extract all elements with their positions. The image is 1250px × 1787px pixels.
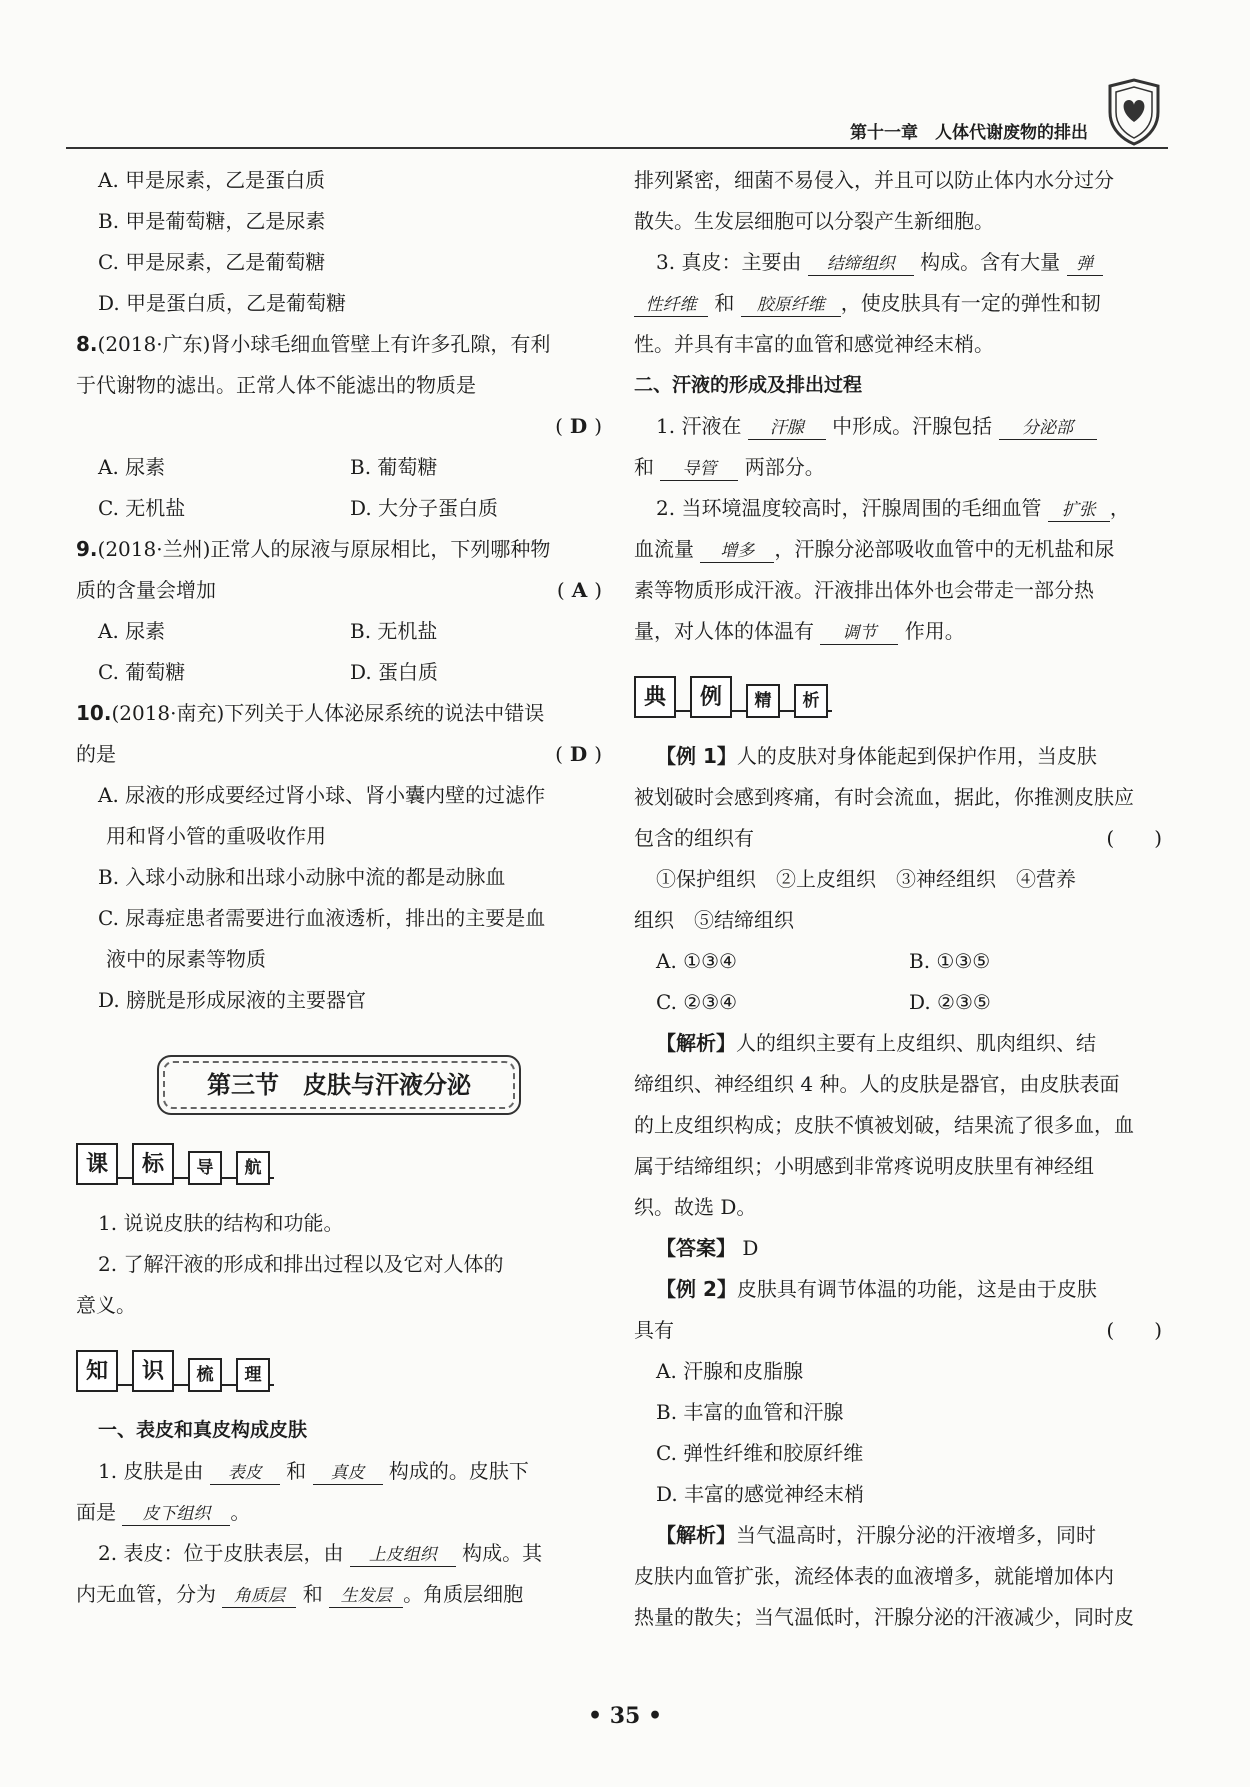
q8-answer: ( D )	[555, 414, 602, 438]
part1-title: 一、表皮和真皮构成皮肤	[98, 1419, 308, 1441]
heading-char: 标	[132, 1143, 174, 1185]
ex1-option: D. ②③⑤	[909, 990, 991, 1014]
heading-char: 航	[236, 1151, 270, 1185]
p3-text: ，使皮肤具有一定的弹性和韧	[840, 291, 1101, 315]
p1-text: 和	[286, 1459, 307, 1483]
answer-paren: ( )	[1106, 826, 1162, 850]
q8-option: C. 无机盐	[98, 496, 186, 520]
q9-stem: (2018·兰州)正常人的尿液与原尿相比，下列哪种物	[97, 537, 551, 561]
q7-option: B. 甲是葡萄糖，乙是尿素	[98, 209, 326, 233]
answer-label: 【答案】	[656, 1236, 736, 1260]
example-label: 【例 1】	[656, 744, 737, 768]
s2-text: ，汗腺分泌部吸收血管中的无机盐和尿	[774, 537, 1115, 561]
ex2-option: C. 弹性纤维和胶原纤维	[656, 1441, 864, 1465]
analysis-text: 的上皮组织构成；皮肤不慎被划破，结果流了很多血，血	[634, 1113, 1134, 1137]
goal-2: 2. 了解汗液的形成和排出过程以及它对人体的	[98, 1252, 504, 1276]
q10-stem-cont: 的是	[76, 742, 116, 766]
p2-cont: 散失。生发层细胞可以分裂产生新细胞。	[634, 209, 994, 233]
q10-stem: (2018·南充)下列关于人体泌尿系统的说法中错误	[111, 701, 545, 725]
p2-blank-germinal: 生发层	[329, 1585, 403, 1608]
analysis-text: 人的组织主要有上皮组织、肌肉组织、结	[736, 1031, 1096, 1055]
s2-text: 2. 当环境温度较高时，汗腺周围的毛细血管	[656, 496, 1042, 520]
heading-char: 课	[76, 1143, 118, 1185]
heading-char: 精	[746, 684, 780, 718]
q7-option: A. 甲是尿素，乙是蛋白质	[98, 168, 326, 192]
p2-text: 2. 表皮：位于皮肤表层，由	[98, 1541, 344, 1565]
q8-option: D. 大分子蛋白质	[350, 496, 499, 520]
kebiao-heading	[76, 1141, 602, 1185]
heading-char: 例	[690, 676, 732, 718]
chapter-title: 第十一章 人体代谢废物的排出	[850, 123, 1088, 143]
analysis-text: 缔组织、神经组织 4 种。人的皮肤是器官，由皮肤表面	[634, 1072, 1120, 1096]
q8-option: B. 葡萄糖	[350, 455, 438, 479]
question-9	[76, 529, 602, 693]
analysis-text: 织。故选 D。	[634, 1195, 757, 1219]
ex1-option: B. ①③⑤	[909, 949, 991, 973]
s2-text: 作用。	[904, 619, 965, 643]
question-10	[76, 693, 602, 1021]
example-stem: 包含的组织有	[634, 826, 754, 850]
answer-paren: ( )	[1106, 1318, 1162, 1342]
s1-text: 和	[634, 455, 654, 479]
shield-logo-icon	[1104, 78, 1164, 146]
p2-blank-stratum-corneum: 角质层	[222, 1585, 296, 1608]
s1-blank-sweat-gland: 汗腺	[748, 417, 826, 440]
q10-answer: ( D )	[555, 742, 602, 766]
example-stem: 具有	[634, 1318, 674, 1342]
p1-blank-epidermis: 表皮	[210, 1462, 280, 1485]
analysis-text: 属于结缔组织；小明感到非常疼说明皮肤里有神经组	[634, 1154, 1094, 1178]
p1-text: 1. 皮肤是由	[98, 1459, 204, 1483]
q10-option-a: A. 尿液的形成要经过肾小球、肾小囊内壁的过滤作	[98, 783, 546, 807]
p3-text: 和	[714, 291, 735, 315]
p2-blank-epithelial: 上皮组织	[350, 1544, 456, 1567]
s2-text: 血流量	[634, 537, 694, 561]
analysis-text: 皮肤内血管扩张，流经体表的血液增多，就能增加体内	[634, 1564, 1114, 1588]
right-column	[634, 160, 1162, 1638]
example-stem: 被划破时会感到疼痛，有时会流血，据此，你推测皮肤应	[634, 785, 1134, 809]
s1-text: 两部分。	[744, 455, 825, 479]
analysis-text: 当气温高时，汗腺分泌的汗液增多，同时	[736, 1523, 1096, 1547]
p2-text: 。角质层细胞	[403, 1582, 524, 1606]
q9-number: 9.	[76, 537, 98, 561]
s2-text: 量，对人体的体温有	[634, 619, 814, 643]
s2-blank-increase: 增多	[700, 540, 774, 563]
example-stem: 人的皮肤对身体能起到保护作用，当皮肤	[736, 744, 1097, 768]
q9-stem-cont: 质的含量会增加	[76, 578, 216, 602]
ex1-option: C. ②③④	[656, 990, 738, 1014]
p1-blank-subcutaneous: 皮下组织	[122, 1503, 230, 1526]
p2-cont: 排列紧密，细菌不易侵入，并且可以防止体内水分过分	[634, 168, 1114, 192]
q9-option: A. 尿素	[98, 619, 166, 643]
s1-text: 1. 汗液在	[656, 414, 742, 438]
s1-blank-secretory: 分泌部	[999, 417, 1097, 440]
example-items: ①保护组织 ②上皮组织 ③神经组织 ④营养	[656, 867, 1076, 891]
analysis-text: 热量的散失；当气温低时，汗腺分泌的汗液减少，同时皮	[634, 1605, 1134, 1629]
section-title-banner	[157, 1055, 521, 1115]
question-8	[76, 324, 602, 529]
goal-2-cont: 意义。	[76, 1293, 136, 1317]
header-rule	[66, 147, 1168, 149]
heading-char: 析	[794, 684, 828, 718]
q8-stem-cont: 于代谢物的滤出。正常人体不能滤出的物质是	[76, 373, 476, 397]
p3-blank-collagen: 胶原纤维	[741, 294, 841, 317]
q8-option: A. 尿素	[98, 455, 166, 479]
p1-text: 构成的。皮肤下	[388, 1459, 529, 1483]
s2-cont: 素等物质形成汗液。汗液排出体外也会带走一部分热	[634, 578, 1094, 602]
part2-title: 二、汗液的形成及排出过程	[634, 374, 863, 396]
p2-text: 内无血管，分为	[76, 1582, 216, 1606]
q9-option: C. 葡萄糖	[98, 660, 186, 684]
s2-blank-dilate: 扩张	[1048, 499, 1110, 522]
p2-text: 和	[302, 1582, 323, 1606]
answer-value: D	[742, 1236, 759, 1260]
ex2-option: A. 汗腺和皮脂腺	[656, 1359, 804, 1383]
goal-1: 1. 说说皮肤的结构和功能。	[98, 1211, 344, 1235]
left-column	[76, 160, 602, 1615]
s2-text: ，	[1109, 496, 1130, 520]
q9-answer: ( A )	[556, 578, 602, 602]
p3-blank-elastic-cont: 性纤维	[634, 294, 708, 317]
q10-option-c: C. 尿毒症患者需要进行血液透析，排出的主要是血	[98, 906, 546, 930]
ex2-option: B. 丰富的血管和汗腺	[656, 1400, 844, 1424]
analysis-label: 【解析】	[656, 1523, 736, 1547]
q7-option: C. 甲是尿素，乙是葡萄糖	[98, 250, 326, 274]
s1-text: 中形成。汗腺包括	[832, 414, 993, 438]
ex2-option: D. 丰富的感觉神经末梢	[656, 1482, 865, 1506]
p3-cont: 性。并具有丰富的血管和感觉神经末梢。	[634, 332, 994, 356]
s2-blank-regulate: 调节	[820, 622, 898, 645]
page-number: • 35 •	[587, 1703, 663, 1729]
example-items: 组织 ⑤结缔组织	[634, 908, 794, 932]
p2-text: 构成。其	[462, 1541, 543, 1565]
p3-text: 3. 真皮：主要由	[656, 250, 802, 274]
example-label: 【例 2】	[656, 1277, 737, 1301]
ex1-option: A. ①③④	[656, 949, 737, 973]
p3-text: 构成。含有大量	[920, 250, 1061, 274]
heading-char: 识	[132, 1350, 174, 1392]
heading-char: 典	[634, 676, 676, 718]
q9-option: B. 无机盐	[350, 619, 438, 643]
section-title: 第三节 皮肤与汗液分泌	[207, 1070, 471, 1099]
q7-option: D. 甲是蛋白质，乙是葡萄糖	[98, 291, 347, 315]
zhishi-heading	[76, 1348, 602, 1392]
heading-char: 理	[236, 1358, 270, 1392]
p3-blank-connective: 结缔组织	[808, 253, 914, 276]
q10-option-d: D. 膀胱是形成尿液的主要器官	[98, 988, 367, 1012]
heading-char: 梳	[188, 1358, 222, 1392]
example-1	[634, 736, 1162, 1269]
q10-option-a-cont: 用和肾小管的重吸收作用	[106, 824, 326, 848]
q10-number: 10.	[76, 701, 112, 725]
q9-option: D. 蛋白质	[350, 660, 439, 684]
example-stem: 皮肤具有调节体温的功能，这是由于皮肤	[736, 1277, 1097, 1301]
q10-option-c-cont: 液中的尿素等物质	[106, 947, 266, 971]
heading-char: 知	[76, 1350, 118, 1392]
p1-text: 。	[230, 1500, 251, 1524]
dianli-heading	[634, 674, 1162, 718]
p1-blank-dermis: 真皮	[313, 1462, 383, 1485]
q8-number: 8.	[76, 332, 98, 356]
q8-stem: (2018·广东)肾小球毛细血管壁上有许多孔隙，有利	[97, 332, 551, 356]
analysis-label: 【解析】	[656, 1031, 736, 1055]
p3-blank-elastic: 弹	[1067, 253, 1103, 276]
page-header	[66, 0, 1168, 150]
heading-char: 导	[188, 1151, 222, 1185]
q10-option-b: B. 入球小动脉和出球小动脉中流的都是动脉血	[98, 865, 506, 889]
p1-text: 面是	[76, 1500, 116, 1524]
example-2	[634, 1269, 1162, 1638]
s1-blank-duct: 导管	[660, 458, 738, 481]
